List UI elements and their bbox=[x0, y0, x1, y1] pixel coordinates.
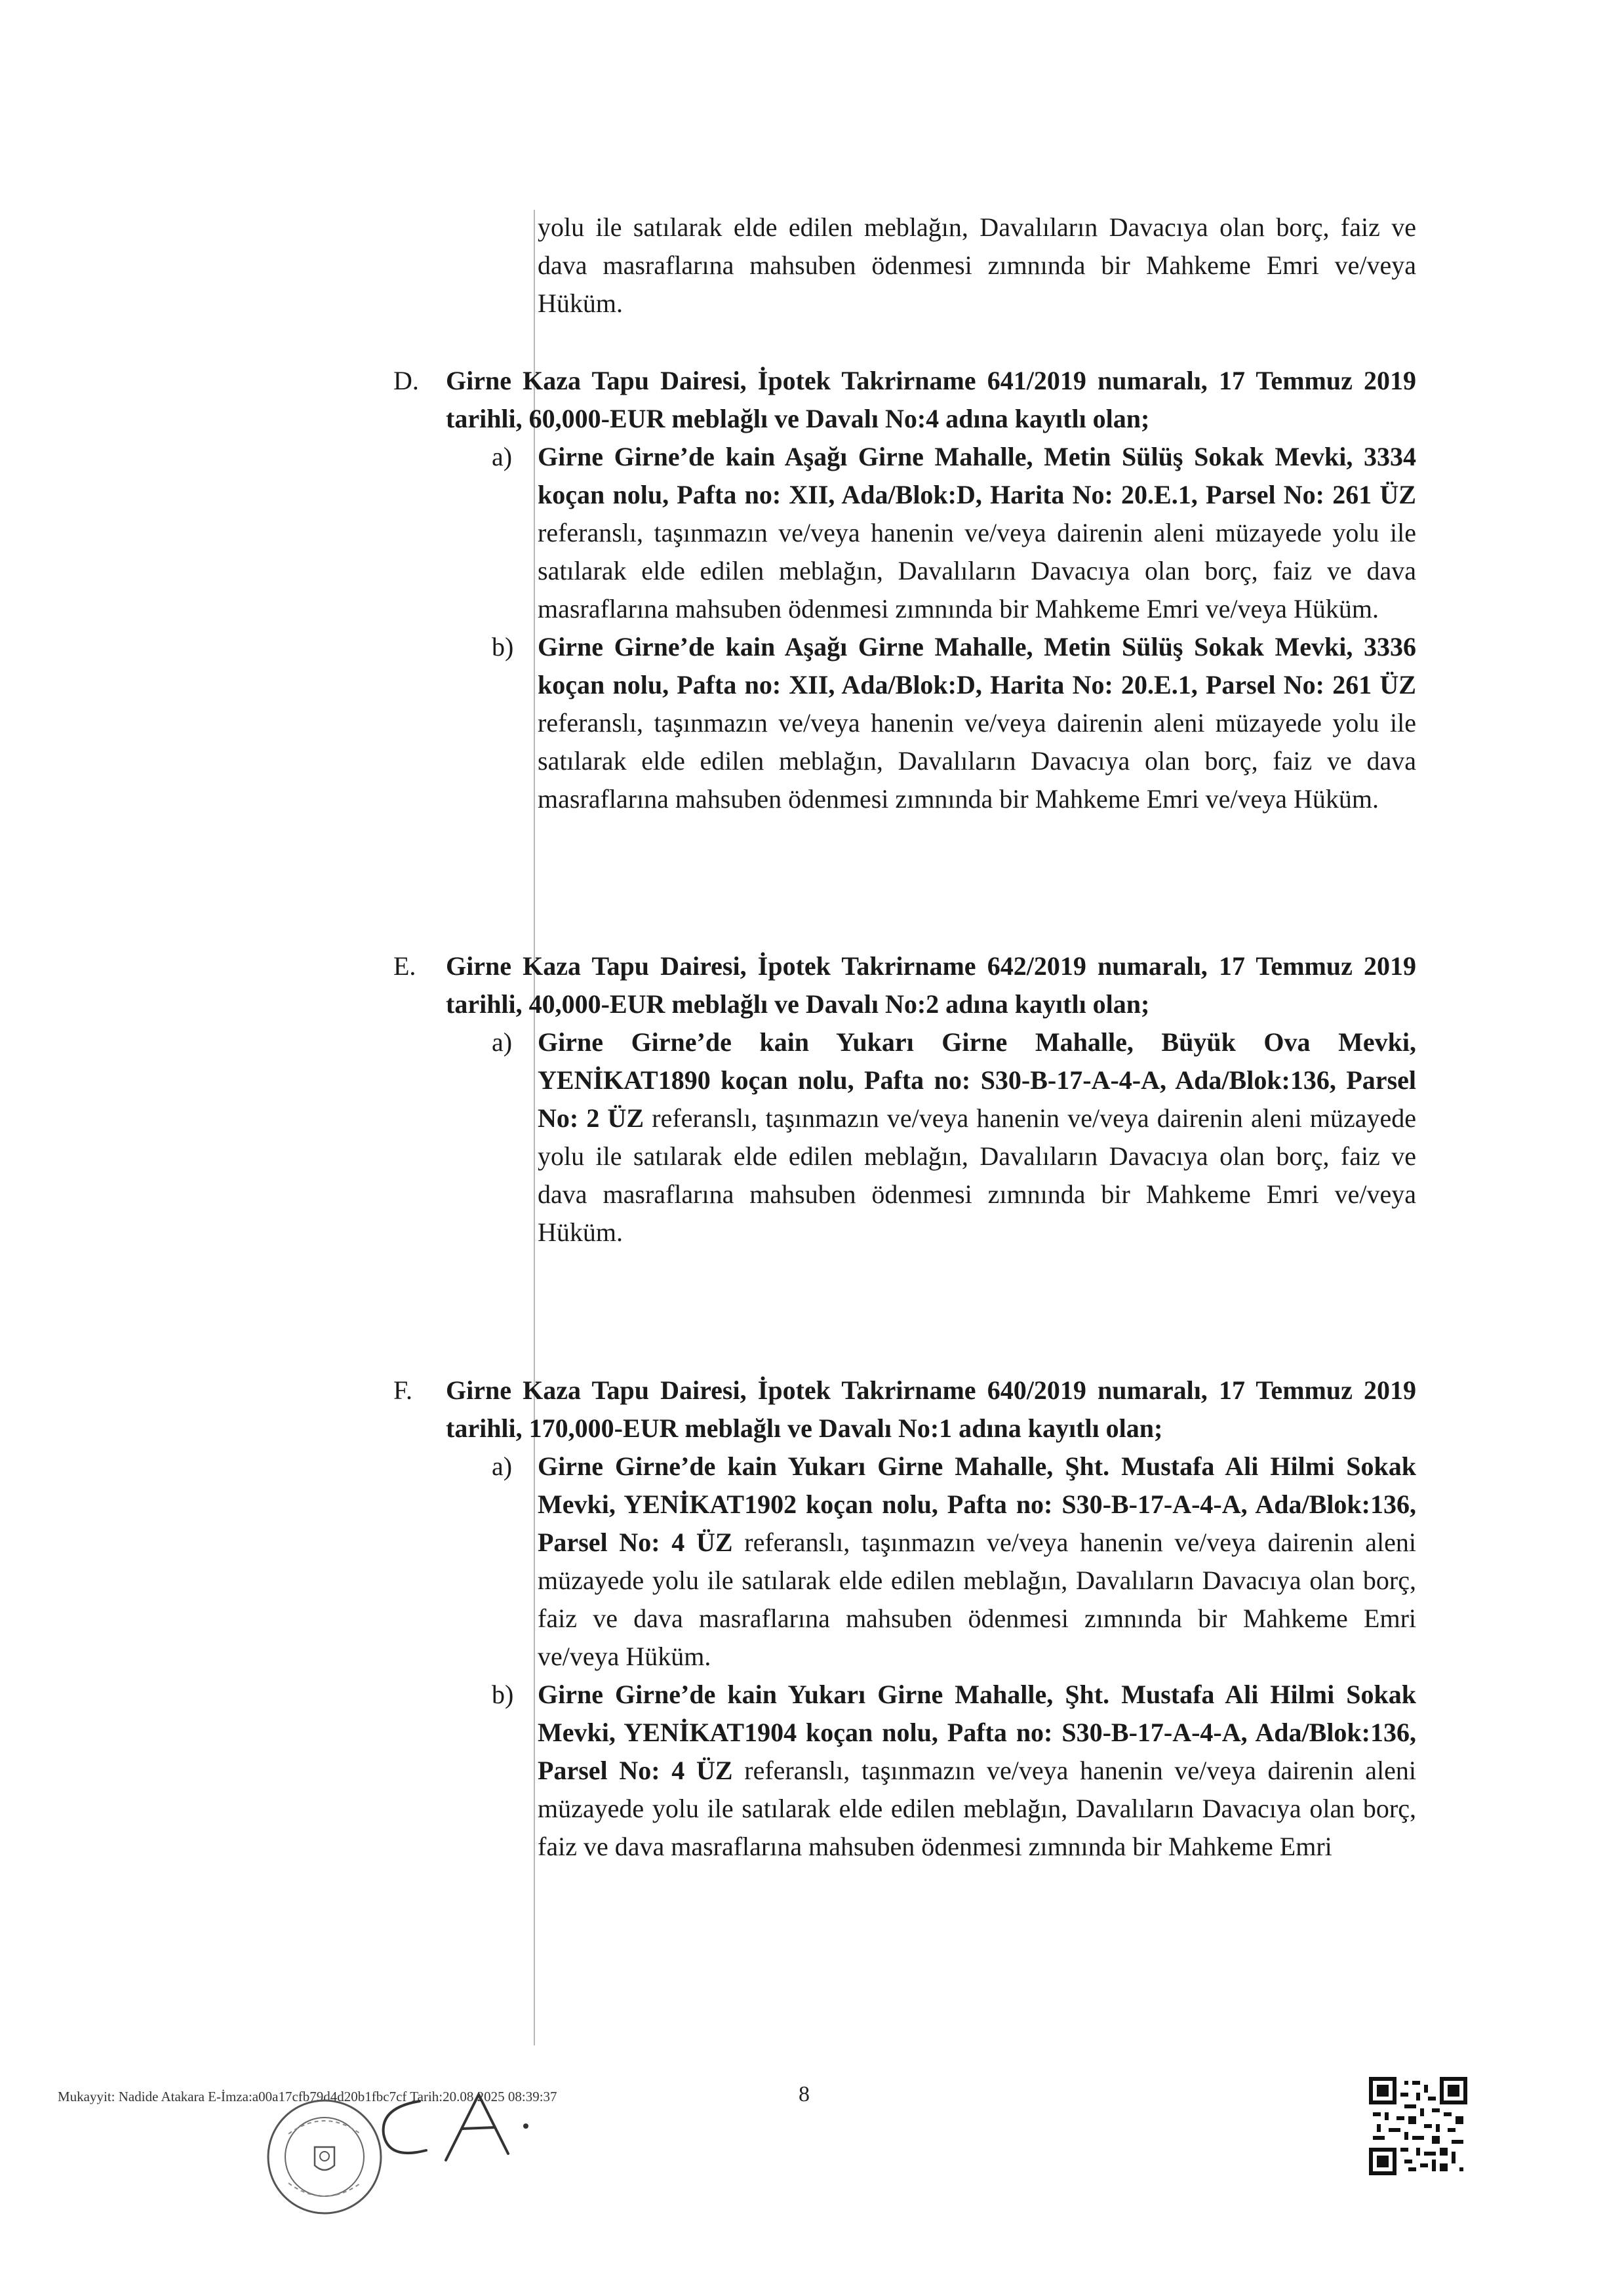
item-request-text: referanslı, taşınmazın ve/veya hanenin ve/veya dairenin aleni müzayede yolu ile satılarak elde edilen meblağın, Davalıların Davacıya olan borç, faiz ve dava masraflarına mahsuben ödenmesi zımnında bir Mahkeme Emri ve/veya Hüküm. bbox=[538, 708, 1416, 814]
section-d bbox=[393, 362, 1416, 818]
list-item bbox=[492, 628, 1416, 818]
list-item bbox=[492, 1023, 1416, 1252]
item-property-description: Girne Girne’de kain Yukarı Girne Mahalle, Şht. Mustafa Ali Hilmi Sokak Mevki, YENİKAT1902 koçan nolu, Pafta no: S30-B-17-A-4-A, Ada/Blok:136, Parsel No: 4 ÜZ bbox=[538, 1451, 1416, 1557]
item-marker: b) bbox=[492, 1680, 514, 1709]
court-seal-stamp bbox=[262, 2095, 387, 2222]
qr-code bbox=[1369, 2077, 1467, 2175]
e-signature-line: Mukayyit: Nadide Atakara E-İmza:a00a17cfb79d4d20b1fbc7cf Tarih:20.08.2025 08:39:37 bbox=[58, 2089, 557, 2104]
item-property-description: Girne Girne’de kain Aşağı Girne Mahalle, Metin Sülüş Sokak Mevki, 3336 koçan nolu, Pafta no: XII, Ada/Blok:D, Harita No: 20.E.1, Parsel No: 261 ÜZ bbox=[538, 632, 1416, 700]
item-property-description: Girne Girne’de kain Yukarı Girne Mahalle, Şht. Mustafa Ali Hilmi Sokak Mevki, YENİKAT1904 koçan nolu, Pafta no: S30-B-17-A-4-A, Ada/Blok:136, Parsel No: 4 ÜZ bbox=[538, 1680, 1416, 1785]
handwritten-initials bbox=[374, 2088, 544, 2177]
item-property-description: Girne Girne’de kain Aşağı Girne Mahalle, Metin Sülüş Sokak Mevki, 3334 koçan nolu, Pafta no: XII, Ada/Blok:D, Harita No: 20.E.1, Parsel No: 261 ÜZ bbox=[538, 442, 1416, 509]
item-marker: a) bbox=[492, 1027, 513, 1057]
section-heading bbox=[393, 947, 1416, 1023]
item-request-text: referanslı, taşınmazın ve/veya hanenin ve/veya dairenin aleni müzayede yolu ile satılarak elde edilen meblağın, Davalıların Davacıya olan borç, faiz ve dava masraflarına mahsuben ödenmesi zımnında bir Mahkeme Emri ve/veya Hüküm. bbox=[538, 1103, 1416, 1247]
section-heading-text: Girne Kaza Tapu Dairesi, İpotek Takrirname 641/2019 numaralı, 17 Temmuz 2019 tarihli, 60,000-EUR meblağlı ve Davalı No:4 adına kayıtlı olan; bbox=[446, 366, 1416, 433]
continuation-paragraph bbox=[538, 208, 1416, 323]
item-request-text: referanslı, taşınmazın ve/veya hanenin ve/veya dairenin aleni müzayede yolu ile satılarak elde edilen meblağın, Davalıların Davacıya olan borç, faiz ve dava masraflarına mahsuben ödenmesi zımnında bir Mahkeme Emri ve/veya Hüküm. bbox=[538, 1528, 1416, 1671]
list-item bbox=[492, 438, 1416, 628]
item-marker: a) bbox=[492, 1451, 513, 1481]
item-property-description: Girne Girne’de kain Yukarı Girne Mahalle, Büyük Ova Mevki, YENİKAT1890 koçan nolu, Pafta no: S30-B-17-A-4-A, Ada/Blok:136, Parsel No: 2 ÜZ bbox=[538, 1027, 1416, 1133]
continuation-line: faiz ve dava masraflarına mahsuben ödenmesi zımnında bir Mahkeme bbox=[538, 212, 1416, 280]
continuation-line: yolu ile satılarak elde edilen meblağın, Davalıların Davacıya olan borç, bbox=[538, 212, 1330, 242]
list-item bbox=[492, 1676, 1416, 1866]
section-letter: E. bbox=[393, 951, 416, 981]
section-e bbox=[393, 947, 1416, 1252]
section-letter: F. bbox=[393, 1375, 413, 1405]
section-letter: D. bbox=[393, 366, 419, 395]
section-heading bbox=[393, 362, 1416, 438]
item-marker: b) bbox=[492, 632, 514, 661]
section-heading-text: Girne Kaza Tapu Dairesi, İpotek Takrirname 642/2019 numaralı, 17 Temmuz 2019 tarihli, 40,000-EUR meblağlı ve Davalı No:2 adına kayıtlı olan; bbox=[446, 951, 1416, 1019]
section-heading-text: Girne Kaza Tapu Dairesi, İpotek Takrirname 640/2019 numaralı, 17 Temmuz 2019 tarihli, 170,000-EUR meblağlı ve Davalı No:1 adına kayıtlı olan; bbox=[446, 1375, 1416, 1443]
page-number: 8 bbox=[799, 2082, 810, 2106]
continuation-line: Emri ve/veya Hüküm. bbox=[538, 250, 1416, 318]
section-heading bbox=[393, 1371, 1416, 1448]
list-item bbox=[492, 1448, 1416, 1676]
item-marker: a) bbox=[492, 442, 513, 471]
item-request-text: referanslı, taşınmazın ve/veya hanenin ve/veya dairenin aleni müzayede yolu ile satılarak elde edilen meblağın, Davalıların Davacıya olan borç, faiz ve dava masraflarına mahsuben ödenmesi zımnında bir Mahkeme Emri ve/veya Hüküm. bbox=[538, 518, 1416, 623]
item-request-text: referanslı, taşınmazın ve/veya hanenin ve/veya dairenin aleni müzayede yolu ile satılarak elde edilen meblağın, Davalıların Davacıya olan borç, faiz ve dava masraflarına mahsuben ödenmesi zımnında bir Mahkeme Emri bbox=[538, 1756, 1416, 1861]
section-f bbox=[393, 1371, 1416, 1866]
